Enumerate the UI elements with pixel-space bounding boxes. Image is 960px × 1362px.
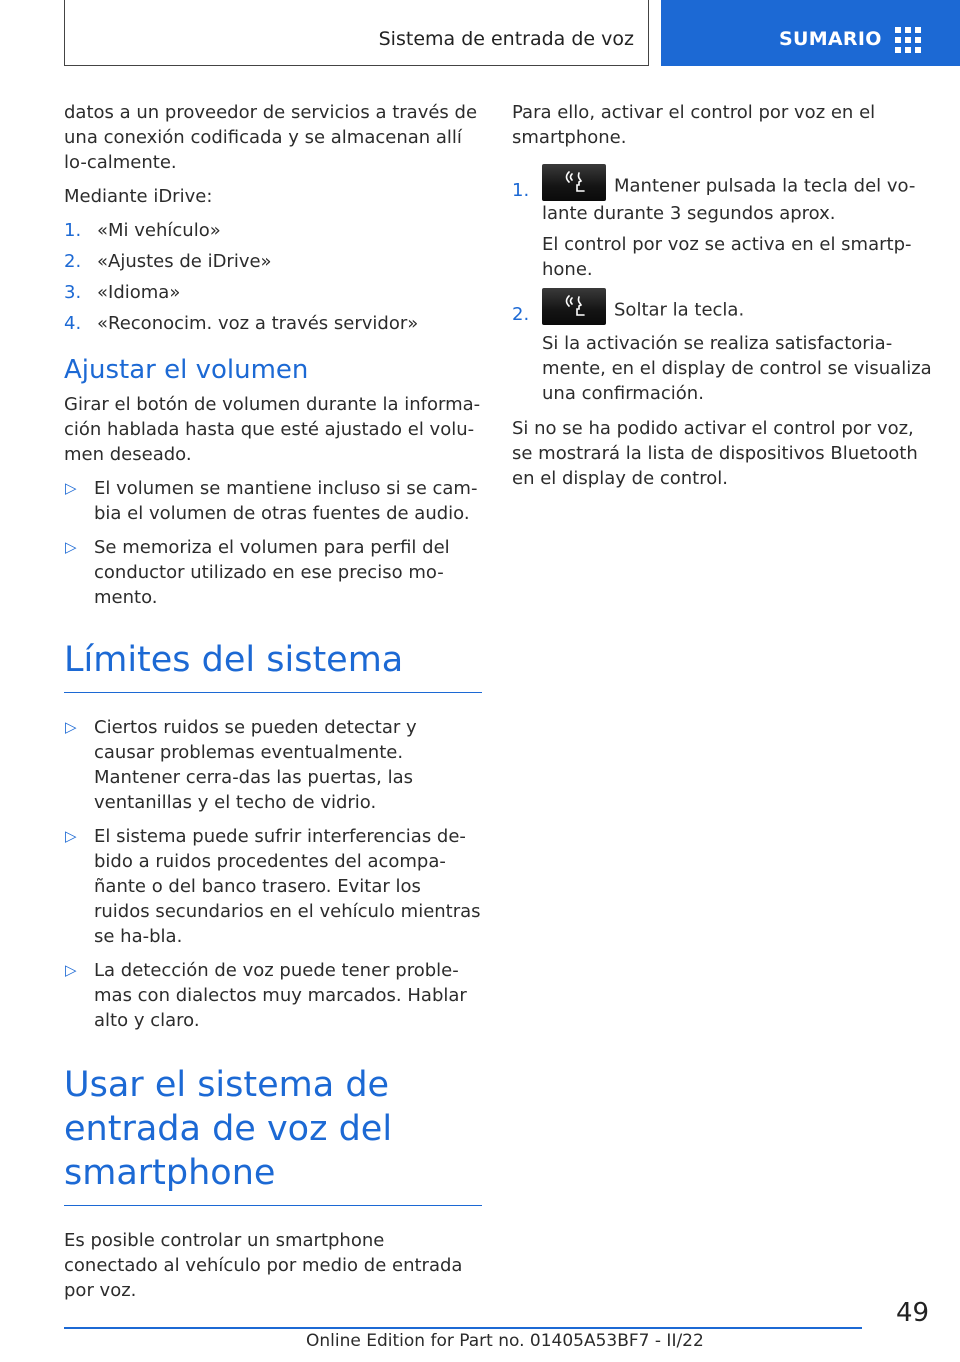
right-intro-paragraph: Para ello, activar el control por voz en el smartphone. bbox=[512, 102, 876, 148]
bullet-text: El volumen se mantiene incluso si se cam-bia el volumen de otras fuentes de audio. bbox=[94, 478, 478, 524]
list-item bbox=[64, 280, 482, 305]
step-text: «Ajustes de iDrive» bbox=[97, 251, 272, 272]
header-title-box bbox=[64, 0, 649, 66]
list-item bbox=[64, 824, 482, 949]
step-number: 2. bbox=[64, 251, 82, 272]
limites-heading: Límites del sistema bbox=[64, 640, 404, 680]
step-number: 2. bbox=[512, 304, 530, 325]
footer-divider bbox=[64, 1327, 862, 1329]
step-text: «Reconocim. voz a través servidor» bbox=[97, 313, 419, 334]
voice-command-button-icon bbox=[542, 164, 606, 201]
list-item bbox=[64, 218, 482, 243]
usar-paragraph: Es posible controlar un smartphone conectado al vehículo por medio de entrada por voz. bbox=[64, 1230, 463, 1301]
left-column bbox=[64, 100, 482, 1312]
volumen-heading: Ajustar el volumen bbox=[64, 355, 309, 385]
usar-heading: Usar el sistema de entrada de voz del smartphone bbox=[64, 1065, 393, 1193]
step-subtext: El control por voz se activa en el smartp-hone. bbox=[542, 234, 912, 280]
list-item bbox=[512, 172, 932, 282]
list-item bbox=[64, 958, 482, 1033]
page-number: 49 bbox=[896, 1298, 930, 1328]
edition-text: Online Edition for Part no. 01405A53BF7 - II/22 bbox=[306, 1331, 704, 1351]
grid-icon bbox=[895, 27, 921, 53]
bullet-text: Se memoriza el volumen para perfil del conductor utilizado en ese preciso mo-mento. bbox=[94, 537, 450, 608]
list-item bbox=[64, 715, 482, 815]
limites-section-header bbox=[64, 638, 482, 693]
step-number: 1. bbox=[512, 180, 530, 201]
triangle-bullet-icon: ▷ bbox=[65, 827, 77, 845]
bullet-text: Ciertos ruidos se pueden detectar y causar problemas eventualmente. Mantener cerra-das las puertas, las ventanillas y el techo de vidrio. bbox=[94, 717, 417, 813]
voice-command-button-icon bbox=[542, 288, 606, 325]
step-number: 4. bbox=[64, 313, 82, 334]
step-number: 1. bbox=[64, 220, 82, 241]
list-item bbox=[64, 476, 482, 526]
step-text: «Idioma» bbox=[97, 282, 181, 303]
usar-section-header bbox=[64, 1063, 482, 1206]
list-item bbox=[512, 296, 932, 406]
sumario-label: SUMARIO bbox=[779, 28, 882, 50]
mediante-label: Mediante iDrive: bbox=[64, 186, 213, 207]
sumario-button[interactable] bbox=[661, 0, 960, 66]
triangle-bullet-icon: ▷ bbox=[65, 538, 77, 556]
step-subtext: Si la activación se realiza satisfactoria-mente, en el display de control se visualiza una confirmación. bbox=[542, 333, 932, 404]
triangle-bullet-icon: ▷ bbox=[65, 961, 77, 979]
triangle-bullet-icon: ▷ bbox=[65, 479, 77, 497]
right-outro-paragraph: Si no se ha podido activar el control por voz, se mostrará la lista de dispositivos Bluetooth en el display de control. bbox=[512, 418, 918, 489]
bullet-text: La detección de voz puede tener proble-mas con dialectos muy marcados. Hablar alto y claro. bbox=[94, 960, 467, 1031]
step-text: Soltar la tecla. bbox=[614, 299, 745, 321]
bullet-text: El sistema puede sufrir interferencias de-bido a ruidos procedentes del acompa-ñante o del banco trasero. Evitar los ruidos secundarios en el vehículo mientras se ha-bla. bbox=[94, 826, 481, 947]
list-item bbox=[64, 249, 482, 274]
step-number: 3. bbox=[64, 282, 82, 303]
step-text: Mantener pulsada la tecla del vo-lante durante 3 segundos aprox. bbox=[542, 175, 916, 224]
chapter-title: Sistema de entrada de voz bbox=[378, 28, 634, 50]
volumen-paragraph: Girar el botón de volumen durante la informa-ción hablada hasta que esté ajustado el volu-men deseado. bbox=[64, 394, 481, 465]
list-item bbox=[64, 535, 482, 610]
right-column bbox=[512, 100, 932, 500]
intro-paragraph: datos a un proveedor de servicios a través de una conexión codificada y se almacenan allí lo-calmente. bbox=[64, 102, 478, 173]
list-item bbox=[64, 311, 482, 336]
triangle-bullet-icon: ▷ bbox=[65, 718, 77, 736]
step-text: «Mi vehículo» bbox=[97, 220, 221, 241]
